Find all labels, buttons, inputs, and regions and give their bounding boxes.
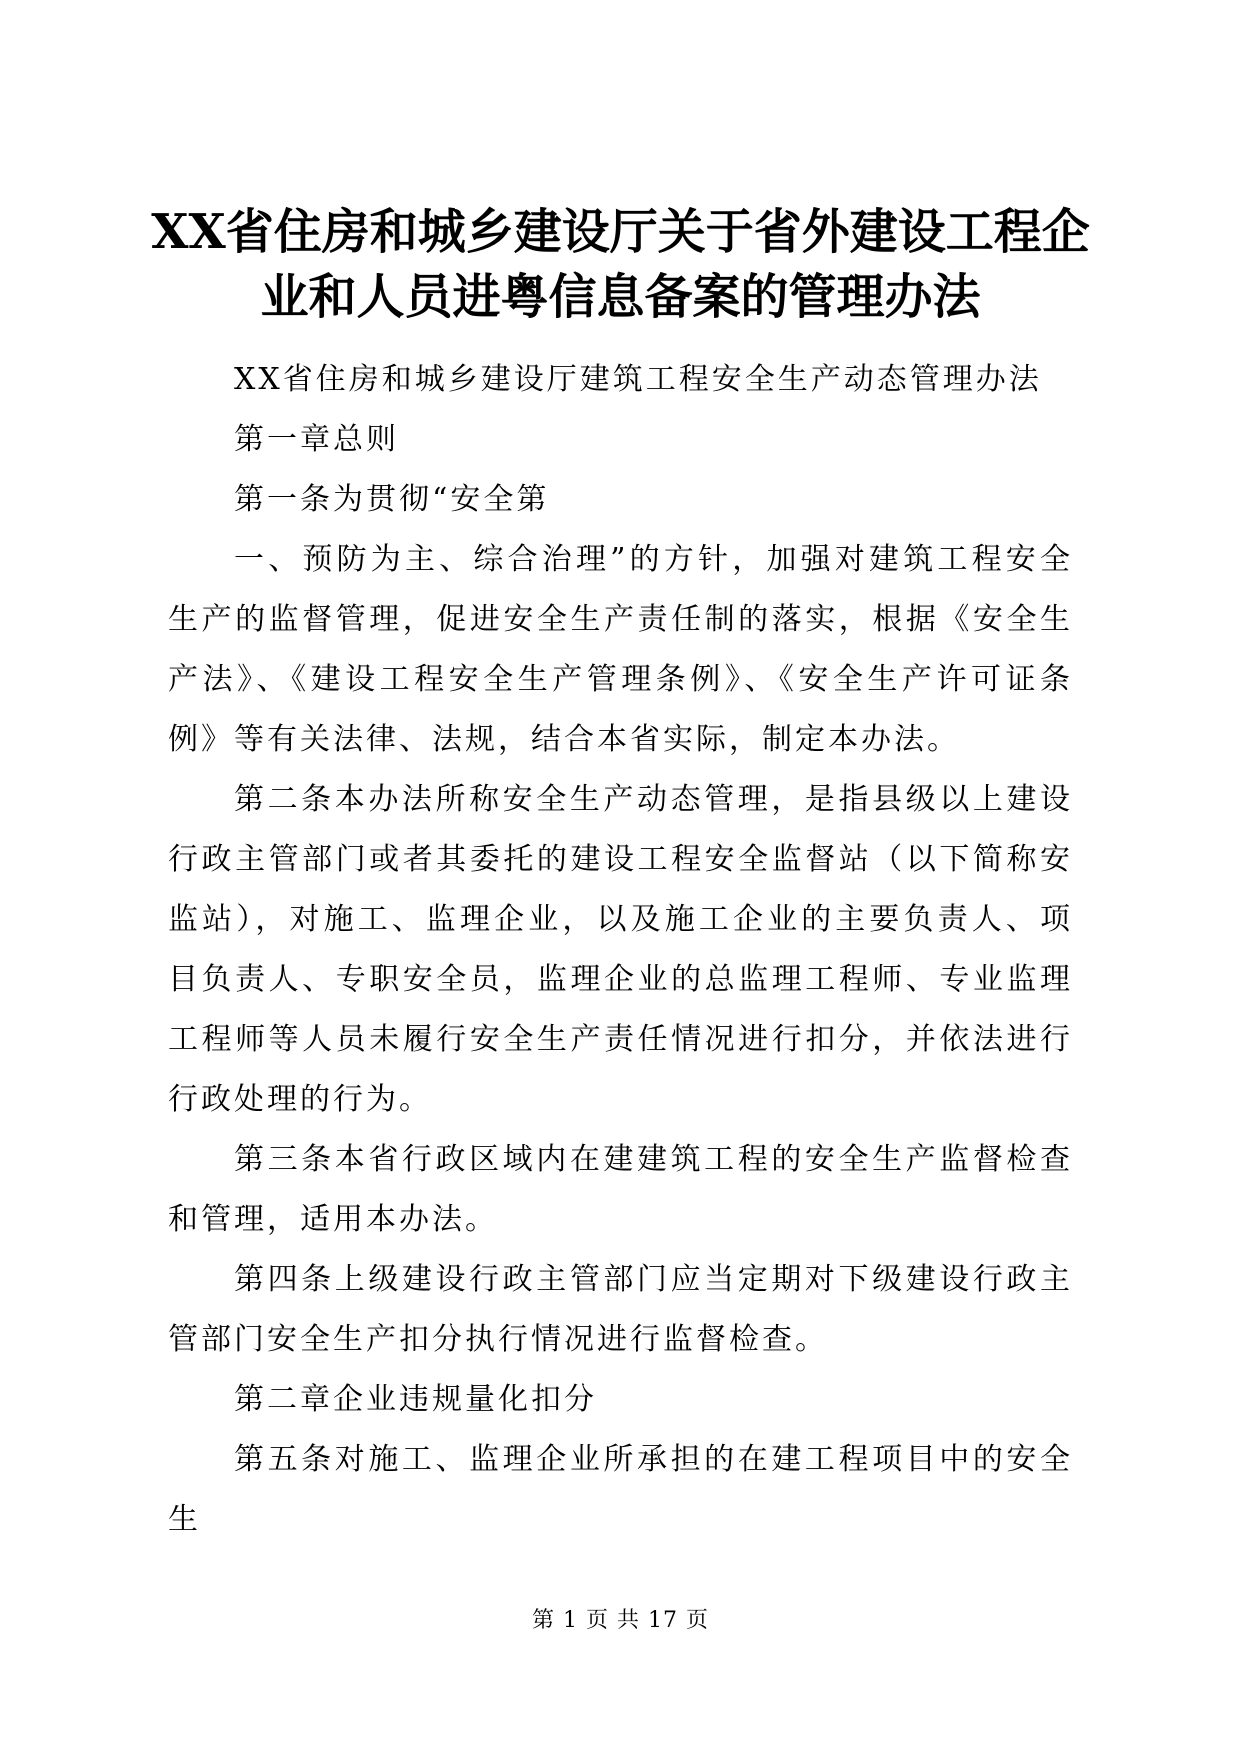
article-paragraph: 第三条本省行政区域内在建建筑工程的安全生产监督检查和管理，适用本办法。 — [168, 1142, 1073, 1237]
chapter-heading: 第二章企业违规量化扣分 — [234, 1382, 597, 1417]
page-footer: 第 1 页 共 17 页 — [532, 1608, 709, 1633]
article-paragraph: 第一条为贯彻“安全第 — [234, 482, 550, 517]
subtitle-paragraph: XX省住房和城乡建设厅建筑工程安全生产动态管理办法 — [234, 362, 1042, 397]
article-paragraph: 一、预防为主、综合治理”的方针，加强对建筑工程安全生产的监督管理，促进安全生产责任制的落实，根据《安全生产法》、《建设工程安全生产管理条例》、《安全生产许可证条例》等有关法律、法规，结合本省实际，制定本办法。 — [168, 542, 1073, 757]
title-line-1: XX省住房和城乡建设厅关于省外建设工程企 — [151, 204, 1090, 260]
document-title — [150, 200, 1091, 330]
document-body — [168, 350, 1073, 1550]
article-paragraph: 第五条对施工、监理企业所承担的在建工程项目中的安全生 — [168, 1442, 1073, 1537]
article-paragraph: 第四条上级建设行政主管部门应当定期对下级建设行政主管部门安全生产扣分执行情况进行监督检查。 — [168, 1262, 1073, 1357]
title-line-2: 业和人员进粤信息备案的管理办法 — [260, 269, 981, 325]
article-paragraph: 第二条本办法所称安全生产动态管理，是指县级以上建设行政主管部门或者其委托的建设工程安全监督站（以下简称安监站），对施工、监理企业，以及施工企业的主要负责人、项目负责人、专职安全员，监理企业的总监理工程师、专业监理工程师等人员未履行安全生产责任情况进行扣分，并依法进行行政处理的行为。 — [168, 782, 1073, 1117]
chapter-heading: 第一章总则 — [234, 422, 399, 457]
